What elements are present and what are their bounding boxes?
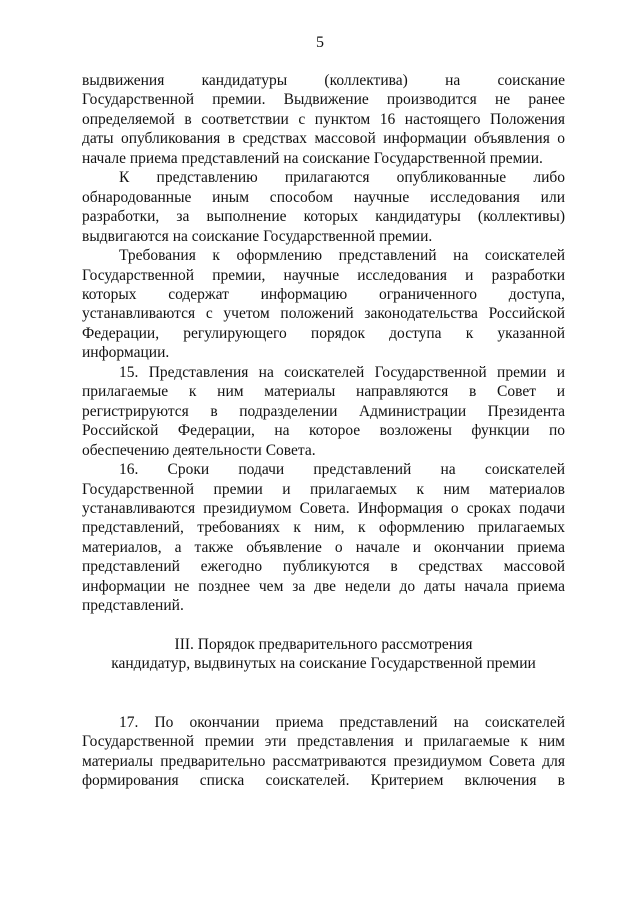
heading-spacer bbox=[82, 693, 565, 713]
paragraph-line: устанавливаются президиумом Совета. Информация о сроках подачи bbox=[82, 499, 565, 517]
paragraph-line: Государственной премии, научные исследования и разработки bbox=[82, 266, 565, 284]
paragraph-line: Государственной премии эти представления и прилагаемые к ним bbox=[82, 733, 565, 751]
paragraph-line: выдвигаются на соискание Государственной премии. bbox=[82, 227, 433, 245]
paragraph-line: представлений. bbox=[82, 597, 184, 615]
paragraph-line: начале приема представлений на соискание Государственной премии. bbox=[82, 149, 543, 167]
paragraph-line: прилагаемые к ним материалы направляются в Совет и bbox=[82, 383, 565, 401]
page-number: 5 bbox=[316, 34, 324, 51]
paragraph-line: информации. bbox=[82, 344, 170, 362]
paragraph-line: информации не позднее чем за две недели до даты начала приема bbox=[82, 577, 565, 595]
paragraphs-container bbox=[82, 71, 565, 616]
paragraph bbox=[82, 460, 565, 616]
paragraph-line: которых содержат информацию ограниченного доступа, bbox=[82, 285, 565, 303]
paragraph-line: материалов, а также объявление о начале и окончании приема bbox=[82, 538, 565, 556]
paragraph-line: определяемой в соответствии с пунктом 16 настоящего Положения bbox=[82, 110, 565, 128]
paragraph bbox=[82, 71, 565, 168]
paragraph-line: выдвижения кандидатуры (коллектива) на соискание bbox=[82, 72, 565, 89]
paragraph-line: Требования к оформлению представлений на соискателей bbox=[119, 247, 565, 265]
paragraph-line: представлений ежегодно публикуются в средствах массовой bbox=[82, 558, 565, 576]
document-body bbox=[82, 71, 565, 790]
paragraph bbox=[82, 363, 565, 460]
paragraph-line: даты опубликования в средствах массовой информации объявления о bbox=[82, 130, 565, 148]
paragraph bbox=[82, 246, 565, 363]
paragraph-line: регистрируются в подразделении Администрации Президента bbox=[82, 402, 565, 420]
paragraph-line: К представлению прилагаются опубликованные либо bbox=[119, 169, 565, 187]
paragraph-line: обнародованные иным способом научные исследования или bbox=[82, 188, 565, 206]
final-paragraph-container bbox=[82, 713, 565, 791]
paragraph-line: разработки, за выполнение которых кандидатуры (коллективы) bbox=[82, 208, 565, 226]
paragraph-line: 16. Сроки подачи представлений на соискателей bbox=[119, 461, 565, 479]
section-heading-line-1: III. Порядок предварительного рассмотрения bbox=[174, 635, 473, 653]
paragraph-line: Федерации, регулирующего порядок доступа к указанной bbox=[82, 324, 565, 342]
paragraph bbox=[82, 713, 565, 791]
paragraph-line: Российской Федерации, на которое возложены функции по bbox=[82, 422, 565, 440]
section-heading bbox=[82, 635, 565, 674]
paragraph-line: устанавливаются с учетом положений законодательства Российской bbox=[82, 305, 565, 323]
paragraph bbox=[82, 168, 565, 246]
paragraph-line: Государственной премии и прилагаемых к ним материалов bbox=[82, 480, 565, 498]
paragraph-line: 15. Представления на соискателей Государственной премии и bbox=[119, 363, 565, 381]
paragraph-line: формирования списка соискателей. Критерием включения в bbox=[82, 771, 565, 789]
paragraph-line: материалы предварительно рассматриваются президиумом Совета для bbox=[82, 752, 565, 770]
paragraph-line: обеспечению деятельности Совета. bbox=[82, 441, 316, 459]
paragraph-line: 17. По окончании приема представлений на соискателей bbox=[119, 713, 565, 731]
paragraph-line: представлений, требованиях к ним, к оформлению прилагаемых bbox=[82, 519, 565, 537]
paragraph-line: Государственной премии. Выдвижение производится не ранее bbox=[82, 91, 565, 109]
section-heading-line-2: кандидатур, выдвинутых на соискание Государственной премии bbox=[111, 655, 536, 673]
